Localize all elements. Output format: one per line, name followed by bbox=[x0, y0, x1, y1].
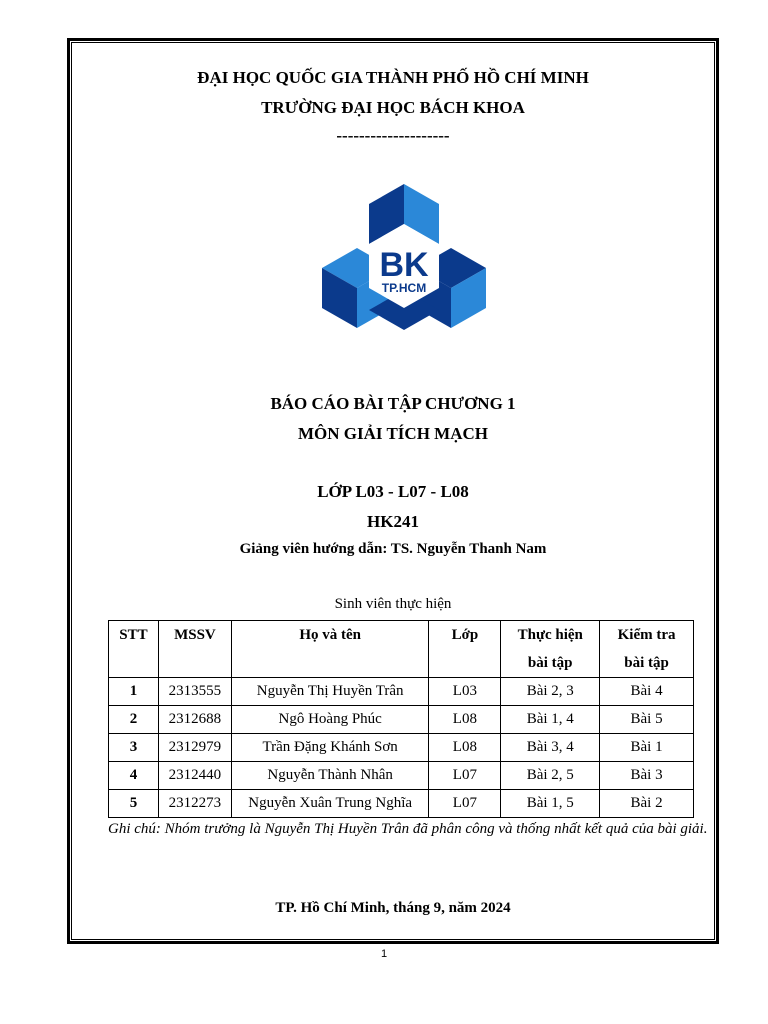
cell-done: Bài 3, 4 bbox=[501, 734, 600, 762]
university-name: ĐẠI HỌC QUỐC GIA THÀNH PHỐ HỒ CHÍ MINH bbox=[197, 68, 589, 87]
table-row bbox=[109, 762, 694, 790]
table-header-row bbox=[109, 621, 694, 678]
cell-stt: 5 bbox=[109, 790, 159, 818]
members-table bbox=[108, 620, 694, 818]
place-date: TP. Hồ Chí Minh, tháng 9, năm 2024 bbox=[275, 900, 511, 916]
group-note: Ghi chú: Nhóm trưởng là Nguyễn Thị Huyền Trân đã phân công và thống nhất kết quả của bài giải. bbox=[108, 821, 708, 837]
semester-info: HK241 bbox=[367, 512, 419, 531]
header-done bbox=[501, 621, 600, 678]
cell-class: L07 bbox=[429, 790, 501, 818]
cell-class: L08 bbox=[429, 734, 501, 762]
cell-done: Bài 2, 3 bbox=[501, 678, 600, 706]
cell-stt: 4 bbox=[109, 762, 159, 790]
cell-class: L03 bbox=[429, 678, 501, 706]
cell-name: Ngô Hoàng Phúc bbox=[231, 706, 429, 734]
header-done-line1: Thực hiện bbox=[517, 627, 583, 643]
cell-mssv: 2312273 bbox=[158, 790, 231, 818]
cell-stt: 1 bbox=[109, 678, 159, 706]
cell-class: L08 bbox=[429, 706, 501, 734]
header-check bbox=[600, 621, 694, 678]
header-check-line1: Kiểm tra bbox=[617, 627, 676, 643]
instructor-info: Giảng viên hướng dẫn: TS. Nguyễn Thanh Nam bbox=[239, 541, 547, 557]
header-stt: STT bbox=[109, 621, 159, 678]
cell-mssv: 2312979 bbox=[158, 734, 231, 762]
cell-stt: 3 bbox=[109, 734, 159, 762]
header-mssv: MSSV bbox=[158, 621, 231, 678]
table-row bbox=[109, 790, 694, 818]
logo-text-bk: BK bbox=[379, 246, 429, 284]
cell-check: Bài 5 bbox=[600, 706, 694, 734]
cell-check: Bài 4 bbox=[600, 678, 694, 706]
cell-check: Bài 2 bbox=[600, 790, 694, 818]
cell-check: Bài 1 bbox=[600, 734, 694, 762]
cell-name: Nguyễn Thị Huyền Trân bbox=[231, 678, 429, 706]
cell-class: L07 bbox=[429, 762, 501, 790]
header-class: Lớp bbox=[429, 621, 501, 678]
cell-mssv: 2312440 bbox=[158, 762, 231, 790]
cell-done: Bài 1, 5 bbox=[501, 790, 600, 818]
header-done-line2: bài tập bbox=[527, 655, 573, 671]
header-name: Họ và tên bbox=[231, 621, 429, 678]
cell-check: Bài 3 bbox=[600, 762, 694, 790]
logo-text-sub: TP.HCM bbox=[381, 281, 427, 295]
page-number: 1 bbox=[380, 948, 388, 960]
subject-title: MÔN GIẢI TÍCH MẠCH bbox=[298, 424, 488, 443]
school-name: TRƯỜNG ĐẠI HỌC BÁCH KHOA bbox=[261, 98, 525, 117]
cell-mssv: 2312688 bbox=[158, 706, 231, 734]
cell-name: Trần Đặng Khánh Sơn bbox=[231, 734, 429, 762]
bk-logo bbox=[322, 184, 486, 338]
table-row bbox=[109, 734, 694, 762]
class-info: LỚP L03 - L07 - L08 bbox=[317, 482, 469, 501]
cell-done: Bài 2, 5 bbox=[501, 762, 600, 790]
header-divider: -------------------- bbox=[336, 126, 450, 145]
cell-name: Nguyễn Xuân Trung Nghĩa bbox=[231, 790, 429, 818]
cell-mssv: 2313555 bbox=[158, 678, 231, 706]
cell-name: Nguyễn Thành Nhân bbox=[231, 762, 429, 790]
table-row bbox=[109, 706, 694, 734]
cell-done: Bài 1, 4 bbox=[501, 706, 600, 734]
header-check-line2: bài tập bbox=[624, 655, 669, 671]
table-row bbox=[109, 678, 694, 706]
cell-stt: 2 bbox=[109, 706, 159, 734]
members-caption: Sinh viên thực hiện bbox=[334, 596, 452, 612]
report-title: BÁO CÁO BÀI TẬP CHƯƠNG 1 bbox=[270, 394, 516, 413]
